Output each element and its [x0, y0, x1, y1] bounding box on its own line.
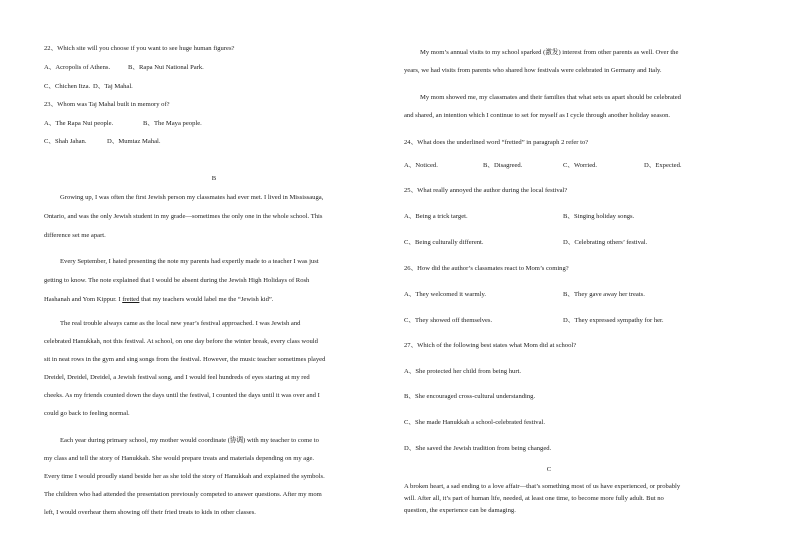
p1-line3: difference set me apart. — [44, 232, 106, 239]
p4-line2: my class and tell the story of Hanukkah. She would prepare treats and materials depending on my age. — [44, 455, 315, 462]
p7-line2: will. After all, it’s part of human life, needed, at least one time, to become more fully adult. But no — [404, 495, 664, 502]
section-c-heading: C — [546, 466, 552, 473]
underlined-word-fretted: fretted — [122, 296, 140, 303]
section-b-heading: B — [211, 175, 217, 182]
q22-option-a[interactable]: A、Acropolis of Athens. — [44, 64, 111, 71]
q23-options-row2 — [44, 138, 160, 146]
p2-line2: getting to know. The note explained that I would be absent during the Jewish High Holidays of Rosh — [44, 277, 310, 284]
p2-line3-end: that my teachers would label me the “Jewish kid”. — [139, 296, 274, 303]
q25-option-b[interactable]: B、Singing holiday songs. — [563, 213, 635, 220]
p3-line2: celebrated Hanukkah, not this festival. At school, on one day before the winter break, every class would — [44, 338, 318, 345]
q22-option-c[interactable]: C、Chichen Itza. — [44, 83, 91, 90]
p3-line3: sit in neat rows in the gym and sing songs from the festival. However, the music teacher sometimes played — [44, 356, 326, 363]
p4-line4: The children who had attended the presentation previously competed to answer questions. After my mom — [44, 491, 322, 498]
q22-option-d[interactable]: D、Taj Mahal. — [93, 83, 133, 90]
q26-option-c[interactable]: C、They showed off themselves. — [404, 317, 493, 324]
q26-option-a[interactable]: A、They welcomed it warmly. — [404, 291, 486, 298]
p6-line2: and shared, an intention which I continue to set for myself as I cycle through another holiday season. — [404, 112, 671, 119]
q26-options-row1 — [404, 291, 645, 299]
q23-option-c[interactable]: C、Shah Jahan. — [44, 138, 87, 145]
q25-option-d[interactable]: D、Celebrating others’ festival. — [563, 239, 648, 246]
p7-line1: A broken heart, a sad ending to a love affair—that’s something most of us have experienced, or probably — [404, 483, 681, 490]
question-22: 22、Which site will you choose if you want to see huge human figures? — [44, 45, 235, 52]
q23-option-b[interactable]: B、The Maya people. — [143, 120, 202, 127]
q24-option-c[interactable]: C、Worried. — [563, 162, 598, 169]
q25-option-a[interactable]: A、Being a trick target. — [404, 213, 468, 220]
q24-option-b[interactable]: B、Disagreed. — [483, 162, 523, 169]
q27-option-c[interactable]: C、She made Hanukkah a school-celebrated festival. — [404, 419, 545, 426]
p6-line1: My mom showed me, my classmates and their families that what sets us apart should be celebrated — [420, 94, 681, 101]
p3-line5: cheeks. As my friends counted down the days until the festival, I counted the days until it was over and I — [44, 392, 320, 399]
q24-option-a[interactable]: A、Noticed. — [404, 162, 438, 169]
q24-option-d[interactable]: D、Expected. — [644, 162, 682, 169]
q26-options-row2 — [404, 317, 664, 325]
q23-option-a[interactable]: A、The Rapa Nui people. — [44, 120, 114, 127]
p4-line5: left, I would overhear them showing off their fried treats to kids in other classes. — [44, 509, 256, 516]
p3-line4: Dreidel, Dreidel, Dreidel, a Jewish festival song, and I would feel hundreds of eyes staring at my red — [44, 374, 310, 381]
q25-option-c[interactable]: C、Being culturally different. — [404, 239, 484, 246]
p3-line6: could go back to feeling normal. — [44, 410, 130, 417]
q26-option-b[interactable]: B、They gave away her treats. — [563, 291, 645, 298]
p2-line1: Every September, I hated presenting the note my parents had expertly made to a teacher I was just — [60, 258, 319, 265]
q23-options-row1 — [44, 120, 202, 128]
q22-options-row2 — [44, 83, 133, 91]
p7-line3: question, the experience can be damaging. — [404, 507, 516, 514]
p2-line3-start: Hashanah and Yom Kippur. I — [44, 296, 123, 303]
p3-line1: The real trouble always came as the local new year’s festival approached. I was Jewish and — [60, 320, 301, 327]
q25-options-row2 — [404, 239, 647, 247]
p5-line1: My mom’s annual visits to my school sparked (激发) interest from other parents as well. Over the — [420, 49, 679, 56]
p2-line3 — [44, 296, 273, 304]
q22-option-b[interactable]: B、Rapa Nui National Park. — [128, 64, 204, 71]
question-26: 26、How did the author’s classmates react to Mom’s coming? — [404, 265, 569, 272]
p4-line1: Each year during primary school, my mother would coordinate (协调) with my teacher to come to — [60, 437, 319, 444]
q27-option-b[interactable]: B、She encouraged cross-cultural understanding. — [404, 393, 536, 400]
q27-option-d[interactable]: D、She saved the Jewish tradition from being changed. — [404, 445, 552, 452]
q26-option-d[interactable]: D、They expressed sympathy for her. — [563, 317, 664, 324]
q22-options-row1 — [44, 64, 204, 72]
q27-option-a[interactable]: A、She protected her child from being hurt. — [404, 368, 522, 375]
q24-options — [404, 162, 682, 170]
question-24: 24、What does the underlined word “fretted” in paragraph 2 refer to? — [404, 139, 589, 146]
p1-line1: Growing up, I was often the first Jewish person my classmates had ever met. I lived in Mississauga, — [60, 194, 324, 201]
p5-line2: years, we had visits from parents who shared how festivals were celebrated in Germany and Italy. — [404, 67, 662, 74]
q25-options-row1 — [404, 213, 634, 221]
question-27: 27、Which of the following best states what Mom did at school? — [404, 342, 577, 349]
question-23: 23、Whom was Taj Mahal built in memory of? — [44, 101, 170, 108]
question-25: 25、What really annoyed the author during the local festival? — [404, 187, 568, 194]
q23-option-d[interactable]: D、Mumtaz Mahal. — [107, 138, 161, 145]
p4-line3: Every time I would proudly stand beside her as she told the story of Hanukkah and explained the symbols. — [44, 473, 325, 480]
p1-line2: Ontario, and was the only Jewish student in my grade—sometimes the only one in the whole school. This — [44, 213, 323, 220]
